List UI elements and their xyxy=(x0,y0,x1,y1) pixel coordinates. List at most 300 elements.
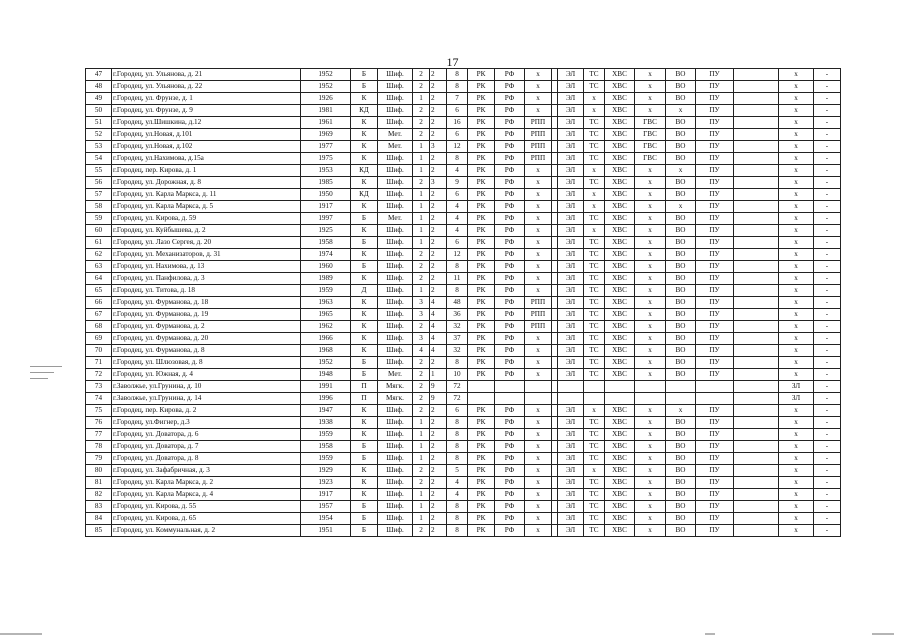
table-cell: г.Городец, ул. Куйбышева, д. 2 xyxy=(112,225,301,237)
table-cell: ВО xyxy=(666,213,696,225)
table-cell: 10 xyxy=(447,369,468,381)
table-cell: ХВС xyxy=(605,213,635,225)
table-cell: 1948 xyxy=(301,369,351,381)
table-cell: ПУ xyxy=(696,261,734,273)
table-cell: К xyxy=(351,489,378,501)
table-cell: х xyxy=(666,105,696,117)
table-cell: ВО xyxy=(666,453,696,465)
table-cell: К xyxy=(351,465,378,477)
table-cell: РФ xyxy=(495,129,525,141)
table-cell: 6 xyxy=(447,405,468,417)
table-cell: г.Заволжье, ул.Грунина, д. 14 xyxy=(112,393,301,405)
table-cell: Шиф. xyxy=(378,69,413,81)
table-cell: 4 xyxy=(430,297,447,309)
table-cell: ПУ xyxy=(696,165,734,177)
table-cell: х xyxy=(635,273,666,285)
table-cell: х xyxy=(525,417,552,429)
table-row xyxy=(86,453,841,465)
table-cell xyxy=(734,309,779,321)
table-cell: 70 xyxy=(86,345,112,357)
table-cell: РФ xyxy=(495,489,525,501)
table-cell: 9 xyxy=(430,381,447,393)
table-cell: г.Городец, ул. Шлюзовая, д. 8 xyxy=(112,357,301,369)
table-cell: 2 xyxy=(430,249,447,261)
table-cell: ПУ xyxy=(696,309,734,321)
table-cell: 2 xyxy=(430,417,447,429)
table-cell xyxy=(734,525,779,537)
table-cell: ВО xyxy=(666,417,696,429)
footer-scan-mark xyxy=(0,633,42,635)
table-cell: - xyxy=(814,345,841,357)
table-cell: 4 xyxy=(447,213,468,225)
table-cell: х xyxy=(525,525,552,537)
table-cell: Шиф. xyxy=(378,249,413,261)
table-cell xyxy=(495,381,525,393)
table-cell: х xyxy=(584,405,605,417)
table-cell: ЭЛ xyxy=(558,309,584,321)
table-cell: ЭЛ xyxy=(558,189,584,201)
table-cell: РПП xyxy=(525,129,552,141)
table-cell: 32 xyxy=(447,321,468,333)
table-cell xyxy=(734,321,779,333)
table-row xyxy=(86,69,841,81)
table-cell: - xyxy=(814,81,841,93)
table-cell: ВО xyxy=(666,465,696,477)
table-cell: х xyxy=(525,369,552,381)
table-cell: 8 xyxy=(447,429,468,441)
table-cell: РК xyxy=(468,429,495,441)
table-cell xyxy=(734,153,779,165)
table-cell: РК xyxy=(468,141,495,153)
table-cell: ХВС xyxy=(605,177,635,189)
table-cell: РК xyxy=(468,297,495,309)
table-cell: г.Городец, ул. Карла Маркса, д. 2 xyxy=(112,477,301,489)
table-cell: РК xyxy=(468,453,495,465)
table-cell: Шиф. xyxy=(378,489,413,501)
table-cell: ЭЛ xyxy=(558,297,584,309)
table-cell: ПУ xyxy=(696,141,734,153)
table-cell: РК xyxy=(468,357,495,369)
table-cell: х xyxy=(779,69,814,81)
table-cell: х xyxy=(584,225,605,237)
table-row xyxy=(86,189,841,201)
table-cell: ТС xyxy=(584,333,605,345)
table-cell: ЭЛ xyxy=(558,201,584,213)
table-cell: 36 xyxy=(447,309,468,321)
table-cell: ВО xyxy=(666,333,696,345)
table-cell: ВО xyxy=(666,261,696,273)
table-cell: РФ xyxy=(495,105,525,117)
table-cell: Шиф. xyxy=(378,309,413,321)
table-cell: ВО xyxy=(666,153,696,165)
table-cell: х xyxy=(779,153,814,165)
table-cell: 4 xyxy=(447,225,468,237)
table-cell: 67 xyxy=(86,309,112,321)
table-cell: 2 xyxy=(430,225,447,237)
table-cell: х xyxy=(779,177,814,189)
table-cell: 2 xyxy=(413,81,430,93)
table-cell: 1997 xyxy=(301,213,351,225)
table-cell: г.Городец, ул. Фурманова, д. 19 xyxy=(112,309,301,321)
table-cell: 48 xyxy=(86,81,112,93)
table-cell: х xyxy=(779,141,814,153)
table-cell: х xyxy=(635,93,666,105)
table-cell: РК xyxy=(468,261,495,273)
table-cell: 69 xyxy=(86,333,112,345)
table-cell: 4 xyxy=(430,309,447,321)
table-cell: 4 xyxy=(430,321,447,333)
table-cell: ЭЛ xyxy=(558,477,584,489)
table-cell: Шиф. xyxy=(378,465,413,477)
table-cell: 2 xyxy=(413,117,430,129)
table-cell: х xyxy=(525,465,552,477)
table-cell: ГВС xyxy=(635,117,666,129)
table-cell xyxy=(734,381,779,393)
table-row xyxy=(86,105,841,117)
table-cell: 1 xyxy=(413,285,430,297)
table-cell: г.Городец, ул. Доватора, д. 6 xyxy=(112,429,301,441)
table-cell: 68 xyxy=(86,321,112,333)
table-cell: 1 xyxy=(413,153,430,165)
table-cell: 2 xyxy=(430,405,447,417)
table-cell: г.Городец, ул. Карла Маркса, д. 5 xyxy=(112,201,301,213)
table-cell: г.Городец, ул.Новая, д.101 xyxy=(112,129,301,141)
table-cell: х xyxy=(635,297,666,309)
table-cell: 1952 xyxy=(301,81,351,93)
table-cell: 1 xyxy=(413,513,430,525)
table-cell: РПП xyxy=(525,309,552,321)
table-cell: х xyxy=(525,177,552,189)
table-cell: Шиф. xyxy=(378,333,413,345)
table-cell: РФ xyxy=(495,441,525,453)
table-cell: ВО xyxy=(666,129,696,141)
table-cell: 1929 xyxy=(301,465,351,477)
table-cell: х xyxy=(635,237,666,249)
table-cell: ХВС xyxy=(605,261,635,273)
table-cell: ЭЛ xyxy=(558,453,584,465)
table-cell: х xyxy=(635,525,666,537)
table-cell: 8 xyxy=(447,261,468,273)
table-cell: ЭЛ xyxy=(558,369,584,381)
table-cell: 11 xyxy=(447,273,468,285)
table-cell: х xyxy=(635,357,666,369)
table-row xyxy=(86,357,841,369)
table-cell: 2 xyxy=(430,501,447,513)
table-cell: - xyxy=(814,177,841,189)
table-cell: ТС xyxy=(584,357,605,369)
table-cell: ХВС xyxy=(605,333,635,345)
table-cell: - xyxy=(814,441,841,453)
table-cell: х xyxy=(584,93,605,105)
table-cell: К xyxy=(351,405,378,417)
table-cell: РФ xyxy=(495,477,525,489)
table-cell: г.Городец, ул.Шишкина, д.12 xyxy=(112,117,301,129)
table-cell: ЭЛ xyxy=(558,105,584,117)
table-cell: 2 xyxy=(430,477,447,489)
table-cell: - xyxy=(814,429,841,441)
table-cell: ВО xyxy=(666,477,696,489)
table-cell: ПУ xyxy=(696,357,734,369)
table-cell: 8 xyxy=(447,417,468,429)
table-cell: х xyxy=(779,453,814,465)
table-cell: х xyxy=(635,249,666,261)
table-cell: 4 xyxy=(430,345,447,357)
table-cell: ЭЛ xyxy=(558,69,584,81)
table-cell: 57 xyxy=(86,189,112,201)
table-cell: ВО xyxy=(666,225,696,237)
table-row xyxy=(86,117,841,129)
table-cell: ТС xyxy=(584,513,605,525)
table-cell: г.Городец, ул. Фурманова, д. 18 xyxy=(112,297,301,309)
table-cell: ХВС xyxy=(605,501,635,513)
table-cell: г.Городец, ул. Зафабричная, д. 3 xyxy=(112,465,301,477)
table-cell: ВО xyxy=(666,489,696,501)
table-cell: ХВС xyxy=(605,477,635,489)
table-cell: х xyxy=(525,405,552,417)
table-cell: ПУ xyxy=(696,69,734,81)
table-cell: ЭЛ xyxy=(558,249,584,261)
table-cell xyxy=(666,381,696,393)
table-row xyxy=(86,297,841,309)
table-cell: РФ xyxy=(495,201,525,213)
table-cell xyxy=(734,177,779,189)
table-cell xyxy=(734,273,779,285)
table-cell: РК xyxy=(468,237,495,249)
table-cell: ТС xyxy=(584,345,605,357)
table-cell: г.Городец, ул. Механизаторов, д. 31 xyxy=(112,249,301,261)
table-cell: ЭЛ xyxy=(558,93,584,105)
table-cell: ТС xyxy=(584,441,605,453)
table-cell: ЭЛ xyxy=(558,441,584,453)
table-cell: ВО xyxy=(666,141,696,153)
table-cell: 1 xyxy=(413,429,430,441)
table-cell: х xyxy=(779,105,814,117)
table-cell: ВО xyxy=(666,189,696,201)
table-cell: РК xyxy=(468,321,495,333)
table-cell: ПУ xyxy=(696,453,734,465)
table-cell: 8 xyxy=(447,513,468,525)
table-cell: ТС xyxy=(584,81,605,93)
table-cell: РК xyxy=(468,417,495,429)
table-cell: 1961 xyxy=(301,117,351,129)
table-cell: 1969 xyxy=(301,129,351,141)
table-cell: ВО xyxy=(666,513,696,525)
table-cell: П xyxy=(351,393,378,405)
table-cell: х xyxy=(525,213,552,225)
table-cell: 2 xyxy=(413,369,430,381)
table-cell: 2 xyxy=(430,105,447,117)
table-cell: ВО xyxy=(666,237,696,249)
table-cell: г.Заволжье, ул.Грунина, д. 10 xyxy=(112,381,301,393)
table-cell: ТС xyxy=(584,117,605,129)
table-cell: 1953 xyxy=(301,165,351,177)
table-row xyxy=(86,393,841,405)
table-cell: ТС xyxy=(584,141,605,153)
housing-register-table xyxy=(85,68,841,537)
table-cell: 1996 xyxy=(301,393,351,405)
table-cell: ТС xyxy=(584,477,605,489)
table-cell: х xyxy=(635,429,666,441)
table-cell: Шиф. xyxy=(378,81,413,93)
table-cell: К xyxy=(351,153,378,165)
table-cell xyxy=(734,225,779,237)
table-row xyxy=(86,381,841,393)
table-cell: 8 xyxy=(447,357,468,369)
table-cell xyxy=(734,417,779,429)
table-cell: ВО xyxy=(666,249,696,261)
table-cell: 3 xyxy=(430,177,447,189)
table-cell: - xyxy=(814,489,841,501)
table-cell: 74 xyxy=(86,393,112,405)
table-cell: РФ xyxy=(495,321,525,333)
table-cell: - xyxy=(814,141,841,153)
table-cell: 2 xyxy=(430,513,447,525)
table-cell: РК xyxy=(468,525,495,537)
table-cell: 1981 xyxy=(301,105,351,117)
table-cell: ТС xyxy=(584,321,605,333)
table-cell: х xyxy=(584,201,605,213)
table-cell: х xyxy=(779,501,814,513)
table-cell: ТС xyxy=(584,297,605,309)
table-cell: - xyxy=(814,225,841,237)
table-cell: ЭЛ xyxy=(558,129,584,141)
table-cell: х xyxy=(779,465,814,477)
table-cell: ВО xyxy=(666,273,696,285)
table-cell: РК xyxy=(468,129,495,141)
table-cell: 2 xyxy=(430,165,447,177)
table-cell: 65 xyxy=(86,285,112,297)
table-cell: х xyxy=(525,357,552,369)
margin-scan-mark xyxy=(30,378,48,379)
table-cell: ТС xyxy=(584,309,605,321)
table-cell: х xyxy=(635,213,666,225)
table-cell: х xyxy=(525,333,552,345)
table-cell: ПУ xyxy=(696,321,734,333)
table-cell: РФ xyxy=(495,525,525,537)
table-cell: ТС xyxy=(584,213,605,225)
table-cell: г.Городец, ул. Кирова, д. 65 xyxy=(112,513,301,525)
table-cell: х xyxy=(666,405,696,417)
table-cell xyxy=(734,393,779,405)
table-cell: РПП xyxy=(525,297,552,309)
table-cell: ЭЛ xyxy=(558,141,584,153)
table-cell: РК xyxy=(468,489,495,501)
table-cell: 85 xyxy=(86,525,112,537)
table-cell: ХВС xyxy=(605,525,635,537)
table-cell: х xyxy=(666,165,696,177)
table-cell: РФ xyxy=(495,177,525,189)
table-cell: К xyxy=(351,141,378,153)
table-cell: 6 xyxy=(447,189,468,201)
table-cell: П xyxy=(351,381,378,393)
table-cell: х xyxy=(525,489,552,501)
table-cell xyxy=(558,381,584,393)
table-row xyxy=(86,225,841,237)
table-cell: г.Городец, ул.Нахимова, д.15а xyxy=(112,153,301,165)
table-cell: ПУ xyxy=(696,93,734,105)
table-cell: 1991 xyxy=(301,381,351,393)
table-cell: Б xyxy=(351,525,378,537)
table-cell: ПУ xyxy=(696,213,734,225)
table-cell: г.Городец, ул. Ульянова, д. 22 xyxy=(112,81,301,93)
table-cell: г.Городец, ул. Фурманова, д. 20 xyxy=(112,333,301,345)
table-row xyxy=(86,405,841,417)
table-cell: 63 xyxy=(86,261,112,273)
table-cell: Б xyxy=(351,513,378,525)
table-cell: 2 xyxy=(430,213,447,225)
table-cell: 2 xyxy=(430,525,447,537)
table-cell: - xyxy=(814,369,841,381)
table-cell: Шиф. xyxy=(378,357,413,369)
table-row xyxy=(86,201,841,213)
table-cell: РФ xyxy=(495,213,525,225)
table-cell: ТС xyxy=(584,489,605,501)
table-cell: 16 xyxy=(447,117,468,129)
table-cell: ХВС xyxy=(605,81,635,93)
table-cell: Шиф. xyxy=(378,165,413,177)
table-cell: ТС xyxy=(584,273,605,285)
table-cell: Б xyxy=(351,501,378,513)
table-cell: х xyxy=(635,345,666,357)
table-cell: 8 xyxy=(447,525,468,537)
table-cell: х xyxy=(779,525,814,537)
table-cell: КД xyxy=(351,189,378,201)
table-cell: ХВС xyxy=(605,225,635,237)
table-cell: х xyxy=(525,189,552,201)
table-cell: - xyxy=(814,201,841,213)
table-cell xyxy=(584,381,605,393)
table-cell: ХВС xyxy=(605,69,635,81)
table-cell xyxy=(734,201,779,213)
table-cell: 2 xyxy=(430,273,447,285)
table-cell: х xyxy=(635,105,666,117)
table-cell: 8 xyxy=(447,81,468,93)
table-cell: РФ xyxy=(495,369,525,381)
table-cell: ПУ xyxy=(696,429,734,441)
table-cell: 3 xyxy=(413,309,430,321)
table-row xyxy=(86,213,841,225)
table-cell: 8 xyxy=(447,285,468,297)
table-cell: х xyxy=(635,453,666,465)
table-cell: 2 xyxy=(413,249,430,261)
table-cell xyxy=(696,381,734,393)
table-cell: ЭЛ xyxy=(558,405,584,417)
table-cell: 62 xyxy=(86,249,112,261)
table-cell: 4 xyxy=(430,333,447,345)
table-cell: Мягк. xyxy=(378,381,413,393)
table-cell: К xyxy=(351,429,378,441)
table-cell: 72 xyxy=(447,381,468,393)
table-cell: х xyxy=(525,453,552,465)
table-cell: 76 xyxy=(86,417,112,429)
table-cell: 60 xyxy=(86,225,112,237)
table-row xyxy=(86,153,841,165)
table-cell: ВО xyxy=(666,93,696,105)
table-cell: Мет. xyxy=(378,129,413,141)
table-cell: 1 xyxy=(413,417,430,429)
table-cell: 1957 xyxy=(301,501,351,513)
table-cell: 8 xyxy=(447,153,468,165)
table-row xyxy=(86,477,841,489)
table-cell xyxy=(734,441,779,453)
table-cell xyxy=(734,105,779,117)
table-cell: К xyxy=(351,417,378,429)
table-cell: г.Городец, пер. Кирова, д. 2 xyxy=(112,405,301,417)
table-cell: 37 xyxy=(447,333,468,345)
table-cell: х xyxy=(779,225,814,237)
table-cell: х xyxy=(779,129,814,141)
table-cell: РК xyxy=(468,117,495,129)
